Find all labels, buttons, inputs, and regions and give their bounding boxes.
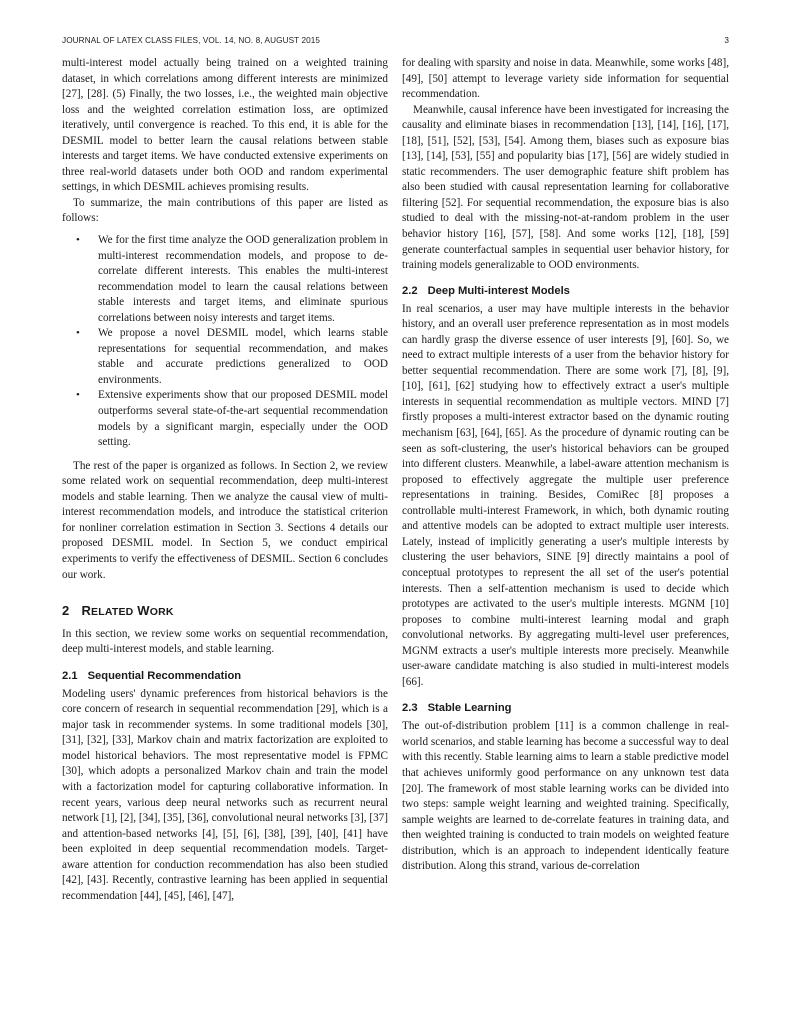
paragraph: Meanwhile, causal inference have been investigated for increasing the causality and eliminate biases in recommendation [13], [14], [16], [17], [18], [51], [52], [53], [54]. Among them, biases such as exposure bias [13], [14], [53], [55] and popularity bias [17], [56] are widely studied in static recommenders. The user demographic feature shift problem has also been studied with causal representation learning for collaborative filtering [52]. For sequential recommendation, the exposure bias is also studied to deal with the missing-not-at-random problem in the user behavior history [16], [57], [58]. And some works [12], [18], [59] generate counterfactual samples in sequential user behavior history, for training models generalizable to OOD environments. [402,103,729,272]
section-heading-related-work: 2 RELATED WORK [62,603,174,619]
paragraph: In this section, we review some works on sequential recommendation, deep multi-interest models, and stable learning. [62,627,388,656]
paragraph: The out-of-distribution problem [11] is a common challenge in real-world scenarios, and stable learning has become a successful way to deal with this recently. Stable learning aims to learn a stable predictive model that achieves uniformly good performance on any unknown test data [20]. The framework of most stable learning works can be divided into two steps: sample weight learning and weighted training. Specifically, sample weights are learned to de-correlate features in training data, and then weighted training is conducted to train models on weighted feature distribution, which is an approach to independent identically feature distribution. Along this strand, various de-correlation [402,720,729,873]
paragraph: In real scenarios, a user may have multiple interests in the behavior history, and an overall user preference representation as in most models can hardly grasp the diverse essence of user interests [9], [60]. So, we need to extract multiple interests of a user from the behavior history for better sequential recommendation. There are some work [7], [8], [9], [10], [61], [62] studying how to effectively extract a user's multiple interests in sequential recommendation as multiple vectors. MIND [7] firstly proposes a multi-interest extractor based on the dynamic routing mechanism [63], [64], [65]. As the procedure of dynamic routing can be seen as soft-clustering, the user's historical behaviors can be grouped into different clusters. Meanwhile, a label-aware attention mechanism is proposed to effectively aggregate the multiple user preference representations in training. Besides, ComiRec [8] proposes a controllable multi-interest Framework, in which, both dynamic routing and attentive models can be adopted to extract multiple user interests. Lately, instead of implicitly generating a user's multiple interests by clustering the user behaviors, SINE [9] directly maintains a pool of conceptual prototypes to represent the all set of the user's potential interests. Then a self-attention mechanism is used to decide which prototypes are activated to the user's multiple interests. MGNM [10] proposes to combine multi-interest learning modal and graph convolutional networks. By aggregating multi-level user preferences, MGNM extracts a user's multiple interests more precisely. Meanwhile user-aware candidate matching is also studied in multi-interest models [66]. [402,302,729,688]
list-item: • We for the first time analyze the OOD generalization problem in multi-interest recommendation models, and propose to de-correlate different interests. This enables the multi-interest recommendation model to learn the causal relations between stable interests and target items, and eliminate spurious correlations between noisy interests and target items. [76,234,388,324]
list-item: • Extensive experiments show that our proposed DESMIL model outperforms several state-of-the-art sequential recommendation models by a significant margin, especially under the OOD setting. [76,389,388,449]
running-header [62,36,729,48]
subsection-heading-stable-learning: 2.3 Stable Learning [402,702,512,715]
paragraph: To summarize, the main contributions of this paper are listed as follows: [62,196,388,225]
right-column [402,56,729,875]
bullet-icon: • [76,389,80,402]
page-number: 3 [724,36,729,45]
subsection-heading-sequential: 2.1 Sequential Recommendation [62,669,242,682]
paragraph: The rest of the paper is organized as follows. In Section 2, we review some related work on sequential recommendation, deep multi-interest models and stable learning. Then we analyze the causal view of multi-interest recommendation models, and introduce the statistical criterion for nonliner correlation estimation in Section 3. Sections 4 details our proposed DESMIL model. In Section 5, we conduct empirical experiments to verify the effectiveness of DESMIL. Section 6 concludes our work. [62,459,388,581]
list-item: • We propose a novel DESMIL model, which learns stable representations for sequential recommendation, and makes stable and accurate predictions generalized to OOD environments. [76,327,388,386]
subsection-heading-multi-interest: 2.2 Deep Multi-interest Models [402,284,570,297]
paragraph: Modeling users' dynamic preferences from historical behaviors is the core concern of research in sequential recommendation [29], which is a major task in recommender systems. In some traditional models [30], [31], [32], [33], Markov chain and matrix factorization are exploited to model historical behaviors. The most representative model is FPMC [30], which adopts a personalized Markov chain and train the model with a factorization model for capturing collaborative information. In recent years, various deep neural networks such as recurrent neural network [1], [2], [34], [35], [36], convolutional neural networks [3], [37] and attention-based networks [4], [5], [6], [38], [39], [40], [41] have been exploited in deep sequential recommendation models. Target-aware attention for conduction recommendation has also been studied [42], [43]. Recently, contrastive learning has been applied in sequential recommendation [44], [45], [46], [47], [62,687,388,902]
left-column [62,56,388,904]
contributions-list [62,233,388,451]
bullet-icon: • [76,234,80,247]
paragraph: multi-interest model actually being trained on a weighted training dataset, in which correlations among different interests are minimized [27], [28]. (5) Finally, the two losses, i.e., the weighted main objective loss and the weighted correlation estimation loss, are optimized iteratively, until convergence is reached. To this end, it is able for the DESMIL model to better learn the causal relations between stable interests and target items. We have conducted extensive experiments on three real-world datasets under both OOD and random experimental settings, in which DESMIL achieves promising results. [62,57,388,194]
bullet-icon: • [76,327,80,340]
journal-header: JOURNAL OF LATEX CLASS FILES, VOL. 14, NO. 8, AUGUST 2015 [62,36,321,45]
paragraph: for dealing with sparsity and noise in data. Meanwhile, some works [48], [49], [50] attempt to leverage variety side information for sequential recommendation. [402,57,729,101]
